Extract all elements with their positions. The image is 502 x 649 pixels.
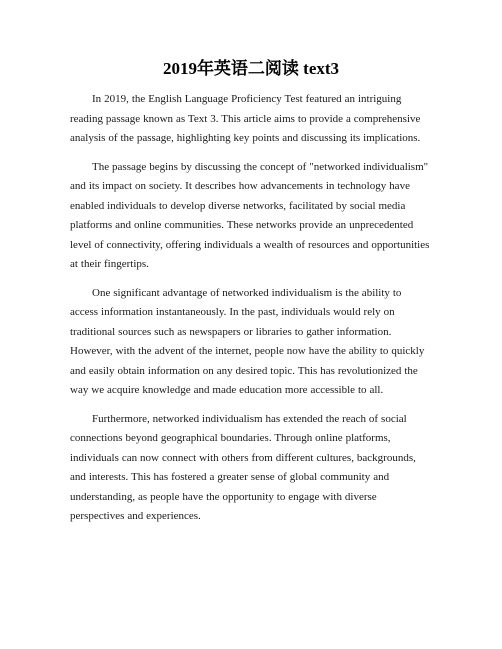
document-body bbox=[70, 90, 432, 536]
document-title: 2019年英语二阅读 text3 bbox=[162, 59, 340, 78]
paragraph-4: Furthermore, networked individualism has extended the reach of social connections beyond geographical boundaries. Through online platforms, individuals can now connect with others from different cultures, backgrounds, and interests. This has fostered a greater sense of global community and understanding, as people have the opportunity to engage with diverse perspectives and experiences. bbox=[70, 412, 416, 522]
paragraph-2: The passage begins by discussing the concept of "networked individualism" and its impact on society. It describes how advancements in technology have enabled individuals to develop diverse networks, facilitated by social media platforms and online communities. These networks provide an unprecedented level of connectivity, offering individuals a wealth of resources and opportunities at their fingertips. bbox=[70, 160, 430, 270]
paragraph-1: In 2019, the English Language Proficiency Test featured an intriguing reading passage known as Text 3. This article aims to provide a comprehensive analysis of the passage, highlighting key points and discussing its implications. bbox=[70, 93, 421, 144]
paragraph-3: One significant advantage of networked individualism is the ability to access information instantaneously. In the past, individuals would rely on traditional sources such as newspapers or libraries to gather information. However, with the advent of the internet, people now have the ability to quickly and easily obtain information on any desired topic. This has revolutionized the way we acquire knowledge and made education more accessible to all. bbox=[70, 286, 425, 396]
